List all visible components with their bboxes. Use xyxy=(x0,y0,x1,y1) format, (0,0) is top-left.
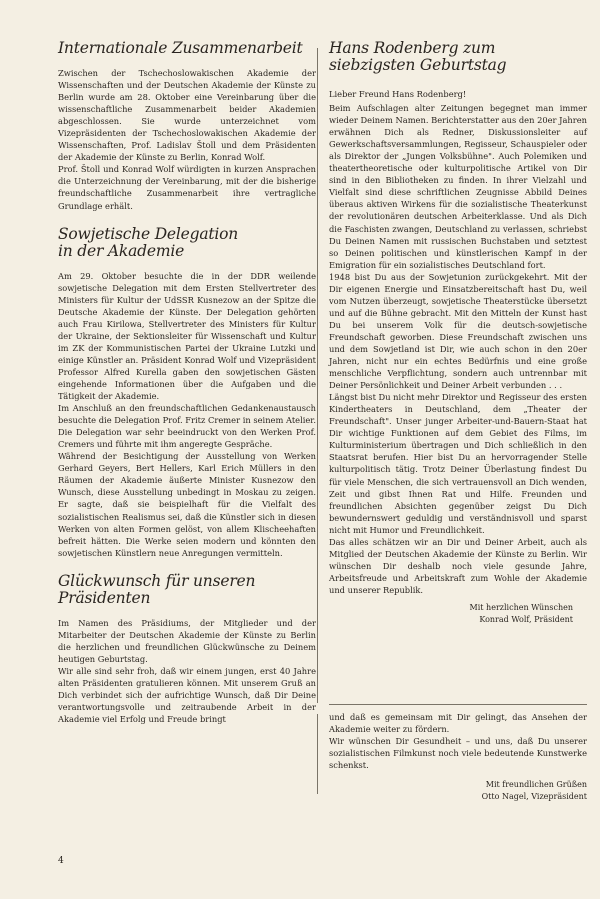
article-congratulations-president xyxy=(58,573,316,725)
continuation-paragraph: und daß es gemeinsam mit Dir gelingt, das Ansehen der Akademie weiter zu fördern. xyxy=(329,712,587,735)
article-title: Sowjetische Delegation in der Akademie xyxy=(58,224,239,260)
article-paragraph: Im Anschluß an den freundschaftlichen Gedankenaustausch besuchte die Delegation Prof. Fritz Cremer in seinem Atelier. Die Delegation war sehr beeindruckt von den Werken Prof. Cremers und führte mit ihm angeregte Gespräche. xyxy=(58,403,316,450)
article-soviet-delegation xyxy=(58,226,316,559)
page-number: 4 xyxy=(58,856,64,866)
signature-closing: Mit herzlichen Wünschen xyxy=(469,602,573,612)
article-title: Internationale Zusammenarbeit xyxy=(58,39,303,57)
salutation: Lieber Freund Hans Rodenberg! xyxy=(329,89,467,99)
right-column xyxy=(329,40,587,626)
letter-paragraph: Das alles schätzen wir an Dir und Deiner Arbeit, auch als Mitglied der Deutschen Akademie der Künste zu Berlin. Wir wünschen Dir deshalb noch viele gesunde Jahre, Arbeitsfreude und Arbeitskraft zum Wohle der Akademie und unserer Republik. xyxy=(329,536,587,595)
column-divider xyxy=(317,48,318,703)
letter-paragraph: Längst bist Du nicht mehr Direktor und Regisseur des ersten Kindertheaters in Deutschland, dem „Theater der Freundschaft". Unser junger Arbeiter-und-Bauern-Staat hat Dir wichtige Funktionen auf dem Gebiet des Films, im Kulturministerium übertragen und Dich schließlich in den Staatsrat berufen. Hier bist Du an hervorragender Stelle kulturpolitisch tätig. Trotz Deiner Überlastung findest Du für viele Menschen, die sich vertrauensvoll an Dich wenden, Zeit und gibst Ihnen Rat und Hilfe. Freunden und freundlichen Absichten gegenüber zeigst Du Dich bewundernswert geduldig und verständnisvoll und sparst nicht mit Humor und Freundlichkeit. xyxy=(329,392,587,535)
signature-name: Konrad Wolf, Präsident xyxy=(479,614,573,624)
letter-paragraph: Beim Aufschlagen alter Zeitungen begegnet man immer wieder Deinem Namen. Berichterstatter aus den 20er Jahren erwähnen Dich als Redner, Diskussionsleiter auf Gewerkschaftsversammlungen, Regisseur, Schauspieler oder als Direktor der „Jungen Volksbühne". Auch Polemiken und theatertheoretische oder kulturpolitische Artikel von Dir sind in den Bibliotheken zu finden. In ihrer Vielzahl und Vielfalt sind diese schriftlichen Zeugnisse Abbild Deines überaus aktiven Wirkens für die sozialistische Theaterkunst der revolutionären deutschen Arbeiterklasse. Und als Dich die Faschisten zwangen, Deutschland zu verlassen, schriebst Du Deinen Namen mit russischen Buchstaben und setztest so Deinen politischen und künstlerischen Kampf in der Emigration für ein sozialistisches Deutschland fort. xyxy=(329,103,587,270)
continuation-block xyxy=(329,711,587,803)
signature xyxy=(329,602,587,626)
article-title: Hans Rodenberg zum siebzigsten Geburtstag xyxy=(329,39,507,74)
article-paragraph: Während der Besichtigung der Ausstellung von Werken Gerhard Geyers, Bert Hellers, Karl Erich Müllers in den Räumen der Akademie äußerte Minister Kusnezow den Wunsch, diese Ausstellung unbedingt in Moskau zu zeigen. Er sagte, daß sie beispielhaft für die Vielfalt des sozialistischen Realismus sei, daß die Künstler sich in diesen Werken von alten Formen gelöst, von allem Klischeehaften befreit hätten. Die Werke seien modern und könnten den sowjetischen Künstlern neue Anregungen vermitteln. xyxy=(58,451,316,558)
article-paragraph: Prof. Štoll und Konrad Wolf würdigten in kurzen Ansprachen die Unterzeichnung der Vereinbarung, mit der die bisherige freundschaftliche Zusammenarbeit ihre vertragliche Grundlage erhält. xyxy=(58,164,316,211)
article-paragraph: Am 29. Oktober besuchte die in der DDR weilende sowjetische Delegation mit dem Ersten Stellvertreter des Ministers für Kultur der UdSSR Kusnezow an der Spitze die Deutsche Akademie der Künste. Der Delegation gehörten auch Frau Kirilowa, Stellvertreter des Ministers für Kultur der Ukraine, der Sektionsleiter für Wissenschaft und Kultur im ZK der Kommunistischen Partei der Ukraine Lutzki und einige Künstler an. Präsident Konrad Wolf und Vizepräsident Professor Alfred Kurella gaben den sowjetischen Gästen eingehende Informationen über die Aufgaben und die Tätigkeit der Akademie. xyxy=(58,270,316,402)
signature-closing: Mit freundlichen Grüßen xyxy=(485,780,587,790)
article-paragraph: Im Namen des Präsidiums, der Mitglieder und der Mitarbeiter der Deutschen Akademie der Künste zu Berlin die herzlichen und freundlichen Glückwünsche zu Deinem heutigen Geburtstag. xyxy=(58,617,316,664)
section-divider xyxy=(329,704,587,705)
column-divider xyxy=(317,714,318,794)
article-paragraph: Wir alle sind sehr froh, daß wir einem jungen, erst 40 Jahre alten Präsidenten gratulieren können. Mit unserem Gruß an Dich verbindet sich der aufrichtige Wunsch, daß Dir Deine verantwortungsvolle und zeitraubende Arbeit in der Akademie viel Erfolg und Freude bringt xyxy=(58,665,316,725)
article-international-cooperation xyxy=(58,40,316,212)
signature xyxy=(329,779,587,803)
left-column xyxy=(58,40,316,739)
signature-name: Otto Nagel, Vizepräsident xyxy=(481,792,587,802)
article-title: Glückwunsch für unseren Präsidenten xyxy=(58,571,256,607)
letter-paragraph: 1948 bist Du aus der Sowjetunion zurückgekehrt. Mit der Dir eigenen Energie und Einsatzbereitschaft hast Du, weil vom Nutzen überzeugt, sowjetische Theaterstücke übersetzt und auf die Bühne gebracht. Mit den Mitteln der Kunst hast Du bei unserem Volk für die deutsch-sowjetische Freundschaft geworben. Diese Freundschaft zwischen uns und dem Sowjetland ist Dir, wie auch schon in den 20er Jahren, nicht nur ein echtes Bedürfnis und eine große menschliche Verpflichtung, sondern auch untrennbar mit Deiner Persönlichkeit und Deiner Arbeit verbunden . . . xyxy=(329,271,587,391)
article-paragraph: Zwischen der Tschechoslowakischen Akademie der Wissenschaften und der Deutschen Akademie der Künste zu Berlin wurde am 28. Oktober eine Vereinbarung über die wissenschaftliche Zusammenarbeit beider Akademien abgeschlossen. Sie wurde unterzeichnet vom Vizepräsidenten der Tschechoslowakischen Akademie der Wissenschaften, Prof. Ladislav Štoll und dem Präsidenten der Akademie der Künste zu Berlin, Konrad Wolf. xyxy=(58,68,316,163)
continuation-paragraph: Wir wünschen Dir Gesundheit – und uns, daß Du unserer sozialistischen Filmkunst noch viele bedeutende Kunstwerke schenkst. xyxy=(329,736,587,771)
